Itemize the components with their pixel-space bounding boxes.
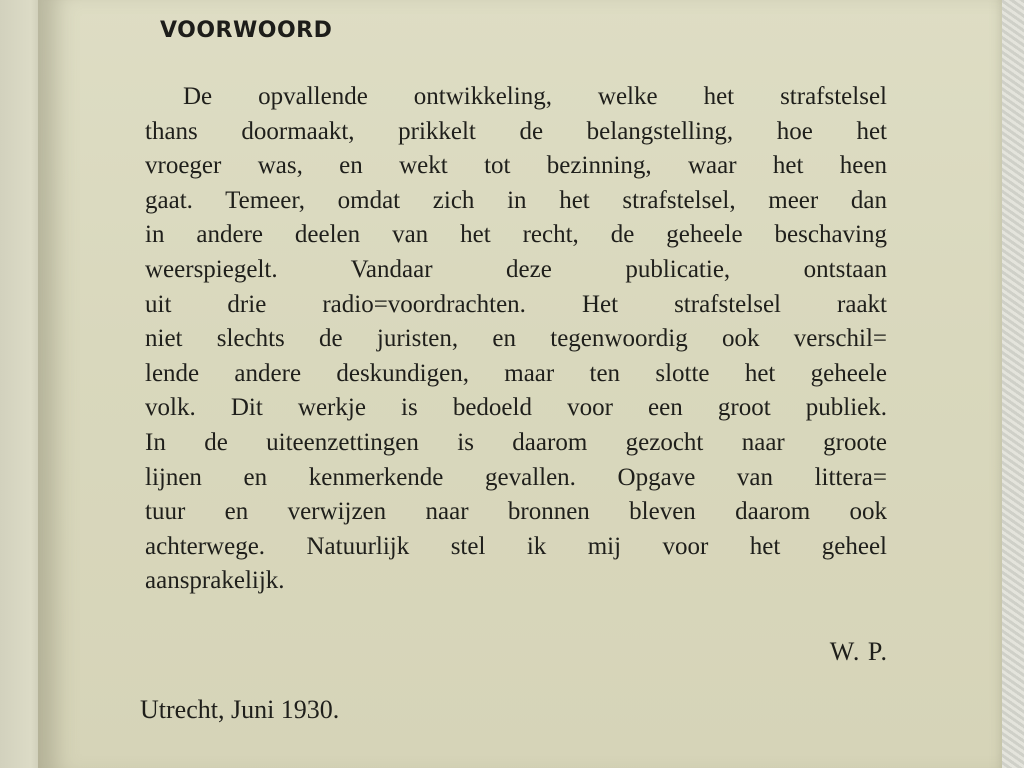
page-heading: VOORWOORD — [160, 18, 333, 43]
background-cloth — [1002, 0, 1024, 768]
place-and-date: Utrecht, Juni 1930. — [140, 695, 340, 724]
paragraph-line: volk. Dit werkje is bedoeld voor een groot publiek. — [145, 394, 887, 422]
paragraph-line: aansprakelijk. — [145, 567, 285, 595]
paragraph-line: uit drie radio=voordrachten. Het strafstelsel raakt — [145, 290, 887, 318]
paragraph-line: De opvallende ontwikkeling, welke het strafstelsel — [183, 83, 887, 110]
author-signature: W. P. — [829, 637, 888, 666]
paragraph-line: achterwege. Natuurlijk stel ik mij voor het geheel — [145, 532, 887, 560]
paragraph-line: thans doormaakt, prikkelt de belangstelling, hoe het — [145, 117, 887, 145]
paragraph-line: lende andere deskundigen, maar ten slotte het geheele — [145, 359, 887, 387]
paragraph-line: lijnen en kenmerkende gevallen. Opgave van littera= — [145, 463, 887, 491]
foreword-paragraph — [145, 80, 887, 599]
paragraph-line: vroeger was, en wekt tot bezinning, waar het heen — [145, 152, 887, 180]
paragraph-line: tuur en verwijzen naar bronnen bleven daarom ook — [145, 498, 887, 526]
paragraph-line: in andere deelen van het recht, de geheele beschaving — [145, 221, 887, 249]
paragraph-line: In de uiteenzettingen is daarom gezocht naar groote — [145, 428, 887, 456]
paragraph-line: niet slechts de juristen, en tegenwoordig ook verschil= — [145, 325, 887, 353]
paragraph-line: weerspiegelt. Vandaar deze publicatie, ontstaan — [145, 255, 887, 283]
paragraph-line: gaat. Temeer, omdat zich in het strafstelsel, meer dan — [145, 186, 887, 214]
